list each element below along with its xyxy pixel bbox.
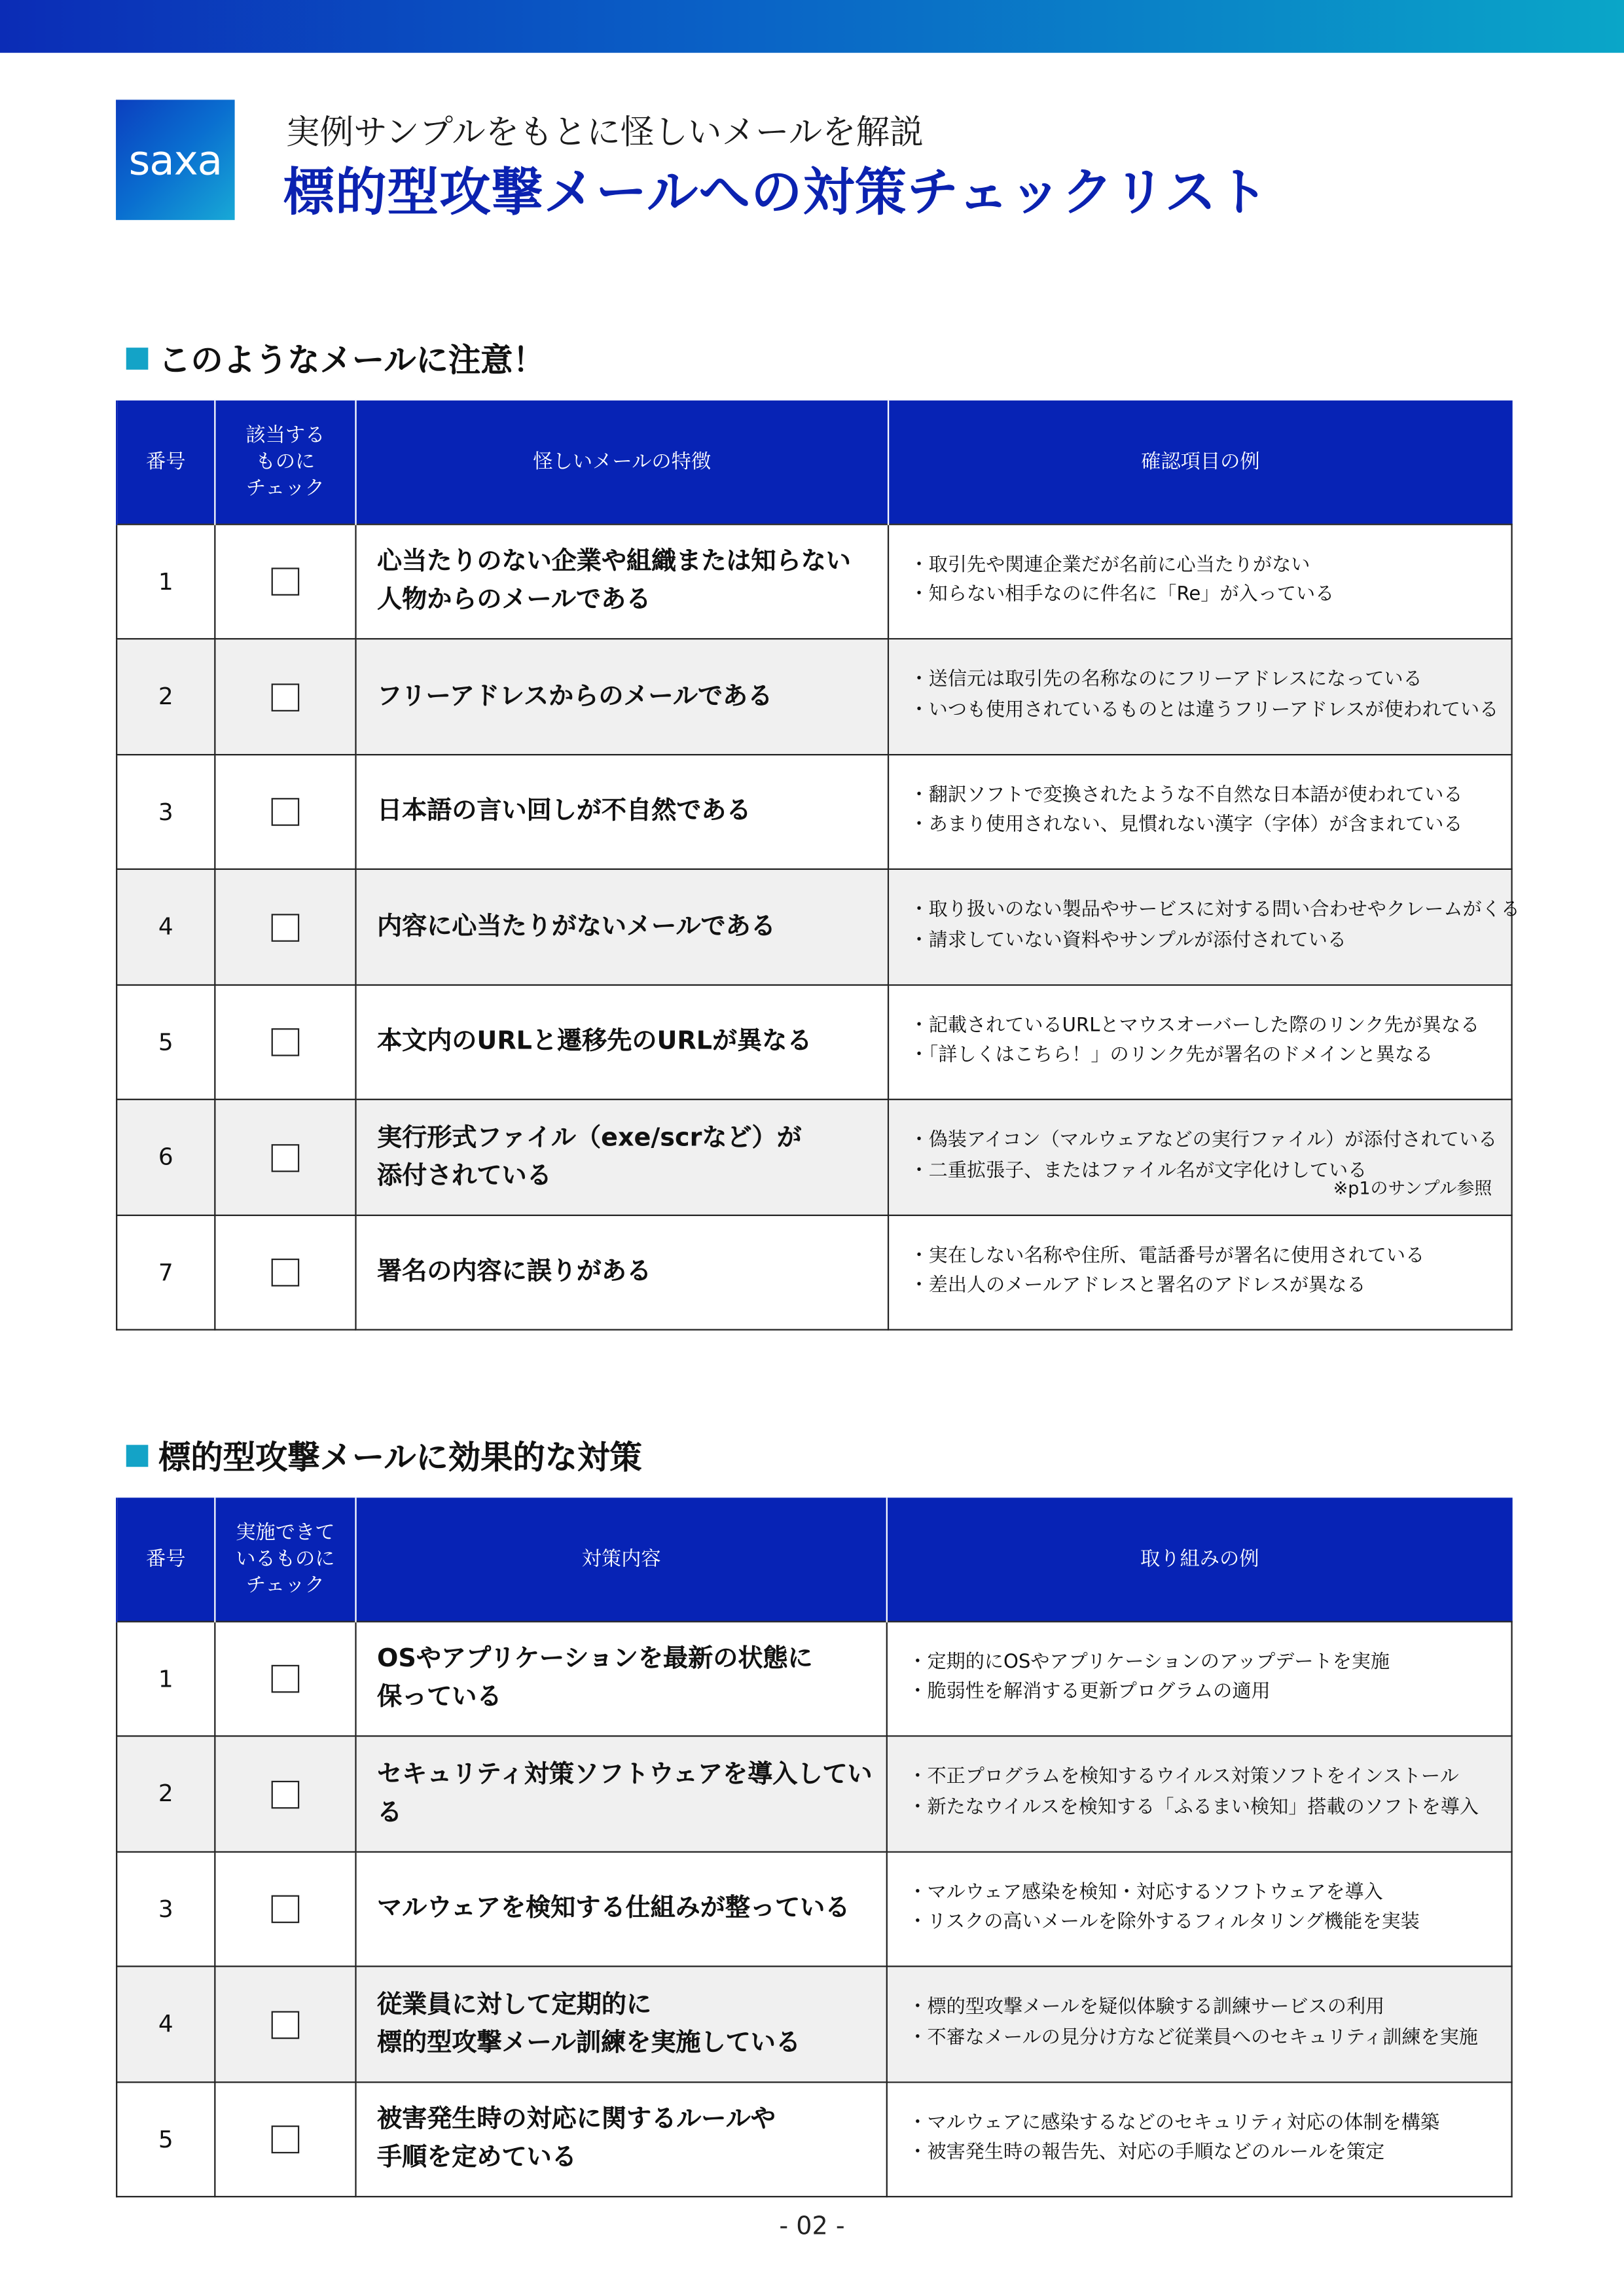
examples-cell	[887, 1736, 1512, 1851]
square-bullet-icon	[126, 348, 149, 370]
examples-cell	[888, 1100, 1512, 1215]
suspicious-mail-table	[116, 401, 1520, 1331]
checkbox-cell	[215, 639, 355, 754]
example-line: ・請求していない資料やサンプルが添付されている	[909, 929, 1347, 952]
checkbox-cell	[215, 1736, 355, 1851]
feature-text: OSやアプリケーションを最新の状態に 保っている	[355, 1621, 886, 1736]
col-header-feature: 怪しいメールの特徴	[355, 401, 888, 524]
checkbox[interactable]	[272, 914, 300, 942]
table-row	[117, 1215, 1511, 1330]
table-row	[117, 1621, 1511, 1736]
table-row	[117, 754, 1511, 869]
table-row	[117, 1100, 1511, 1215]
row-number: 1	[117, 1621, 215, 1736]
col-header-examples: 取り組みの例	[887, 1498, 1512, 1621]
example-line: ・「詳しくはこちら！」のリンク先が署名のドメインと異なる	[909, 1045, 1434, 1067]
examples-cell	[888, 524, 1512, 639]
checkbox-cell	[215, 1621, 355, 1736]
examples-cell	[887, 2081, 1512, 2197]
row-number: 2	[117, 639, 215, 754]
example-line: ・脆弱性を解消する更新プログラムの適用	[908, 1681, 1271, 1704]
table-row	[117, 2081, 1511, 2197]
feature-text: 被害発生時の対応に関するルールや 手順を定めている	[355, 2081, 886, 2197]
feature-text: マルウェアを検知する仕組みが整っている	[355, 1851, 886, 1966]
row-number: 4	[117, 1966, 215, 2081]
feature-text: 内容に心当たりがないメールである	[355, 869, 888, 984]
example-line: ・不正プログラムを検知するウイルス対策ソフトをインストール	[908, 1766, 1459, 1789]
checkbox[interactable]	[272, 2011, 300, 2039]
row-number: 3	[117, 754, 215, 869]
saxa-logo: saxa	[116, 99, 235, 220]
reference-note: ※p1のサンプル参照	[1333, 1177, 1492, 1199]
checkbox[interactable]	[272, 1780, 300, 1808]
example-line: ・記載されているURLとマウスオーバーした際のリンク先が異なる	[909, 1014, 1480, 1037]
checkbox-cell	[215, 2081, 355, 2197]
example-line: ・二重拡張子、またはファイル名が文字化けしている	[909, 1160, 1367, 1182]
col-header-number: 番号	[117, 401, 215, 524]
feature-text: 心当たりのない企業や組織または知らない 人物からのメールである	[355, 524, 888, 639]
example-line: ・被害発生時の報告先、対応の手順などのルールを策定	[908, 2142, 1385, 2164]
checkbox-cell	[215, 1851, 355, 1966]
checkbox[interactable]	[272, 2126, 300, 2154]
feature-text: 実行形式ファイル（exe/scrなど）が 添付されている	[355, 1100, 888, 1215]
checkbox-cell	[215, 869, 355, 984]
feature-text: セキュリティ対策ソフトウェアを導入している	[355, 1736, 886, 1851]
checkbox-cell	[215, 524, 355, 639]
table-row	[117, 869, 1511, 984]
row-number: 5	[117, 2081, 215, 2197]
feature-text: 本文内のURLと遷移先のURLが異なる	[355, 984, 888, 1100]
example-line: ・不審なメールの見分け方など従業員へのセキュリティ訓練を実施	[908, 2026, 1478, 2049]
section-heading-countermeasures	[126, 1433, 642, 1479]
row-number: 7	[117, 1215, 215, 1330]
example-line: ・マルウェア感染を検知・対応するソフトウェアを導入	[908, 1881, 1383, 1904]
row-number: 1	[117, 524, 215, 639]
checkbox[interactable]	[272, 1029, 300, 1057]
row-number: 6	[117, 1100, 215, 1215]
page-subtitle: 実例サンプルをもとに怪しいメールを解説	[286, 114, 924, 153]
examples-cell	[887, 1966, 1512, 2081]
table-row	[117, 639, 1511, 754]
checkbox[interactable]	[272, 1665, 300, 1693]
checkbox[interactable]	[272, 1259, 300, 1287]
examples-cell	[888, 869, 1520, 984]
section-heading-text: このようなメールに注意！	[158, 343, 545, 380]
example-line: ・取り扱いのない製品やサービスに対する問い合わせやクレームがくる	[909, 899, 1520, 922]
col-header-check: 実施できて いるものに チェック	[215, 1498, 355, 1621]
checkbox-cell	[215, 754, 355, 869]
example-line: ・マルウェアに感染するなどのセキュリティ対応の体制を構築	[908, 2111, 1440, 2134]
checkbox-cell	[215, 984, 355, 1100]
checkbox[interactable]	[272, 798, 300, 827]
row-number: 4	[117, 869, 215, 984]
top-gradient-bar	[0, 0, 1624, 53]
row-number: 3	[117, 1851, 215, 1966]
checkbox[interactable]	[272, 568, 300, 596]
table-header-row	[117, 1498, 1511, 1621]
table-row	[117, 1736, 1511, 1851]
examples-cell	[888, 984, 1512, 1100]
page-title: 標的型攻撃メールへの対策チェックリスト	[283, 164, 1269, 223]
example-line: ・送信元は取引先の名称なのにフリーアドレスになっている	[909, 669, 1422, 692]
checkbox-cell	[215, 1966, 355, 2081]
section-heading-caution	[126, 336, 545, 381]
col-header-examples: 確認項目の例	[888, 401, 1512, 524]
example-line: ・差出人のメールアドレスと署名のアドレスが異なる	[909, 1275, 1366, 1297]
feature-text: 従業員に対して定期的に 標的型攻撃メール訓練を実施している	[355, 1966, 886, 2081]
table-row	[117, 1851, 1511, 1966]
example-line: ・知らない相手なのに件名に「Re」が入っている	[909, 584, 1335, 607]
section-heading-text: 標的型攻撃メールに効果的な対策	[158, 1440, 642, 1477]
example-line: ・新たなウイルスを検知する「ふるまい検知」搭載のソフトを導入	[908, 1796, 1479, 1819]
example-line: ・あまり使用されない、見慣れない漢字（字体）が含まれている	[909, 814, 1463, 837]
checkbox-cell	[215, 1215, 355, 1330]
square-bullet-icon	[126, 1445, 149, 1467]
feature-text: 日本語の言い回しが不自然である	[355, 754, 888, 869]
row-number: 2	[117, 1736, 215, 1851]
checkbox-cell	[215, 1100, 355, 1215]
example-line: ・実在しない名称や住所、電話番号が署名に使用されている	[909, 1245, 1425, 1267]
col-header-number: 番号	[117, 1498, 215, 1621]
table-row	[117, 1966, 1511, 2081]
examples-cell	[888, 754, 1512, 869]
checkbox[interactable]	[272, 1144, 300, 1172]
examples-cell	[888, 639, 1512, 754]
checkbox[interactable]	[272, 683, 300, 711]
feature-text: フリーアドレスからのメールである	[355, 639, 888, 754]
example-line: ・リスクの高いメールを除外するフィルタリング機能を実装	[908, 1911, 1420, 1934]
page-number: - 02 -	[779, 2212, 845, 2242]
example-line: ・取引先や関連企業だが名前に心当たりがない	[909, 554, 1310, 577]
example-line: ・翻訳ソフトで変換されたような不自然な日本語が使われている	[909, 784, 1463, 807]
table-row	[117, 524, 1511, 639]
examples-cell	[888, 1215, 1512, 1330]
examples-cell	[887, 1621, 1512, 1736]
example-line: ・いつも使用されているものとは違うフリーアドレスが使われている	[909, 699, 1499, 722]
col-header-check: 該当する ものに チェック	[215, 401, 355, 524]
table-header-row	[117, 401, 1511, 524]
countermeasure-table	[116, 1498, 1513, 2197]
feature-text: 署名の内容に誤りがある	[355, 1215, 888, 1330]
col-header-feature: 対策内容	[355, 1498, 886, 1621]
checkbox[interactable]	[272, 1895, 300, 1924]
example-line: ・標的型攻撃メールを疑似体験する訓練サービスの利用	[908, 1996, 1385, 2019]
example-line: ・偽装アイコン（マルウェアなどの実行ファイル）が添付されている	[909, 1130, 1498, 1152]
examples-cell	[887, 1851, 1512, 1966]
table-row	[117, 984, 1511, 1100]
example-line: ・定期的にOSやアプリケーションのアップデートを実施	[908, 1651, 1390, 1674]
row-number: 5	[117, 984, 215, 1100]
